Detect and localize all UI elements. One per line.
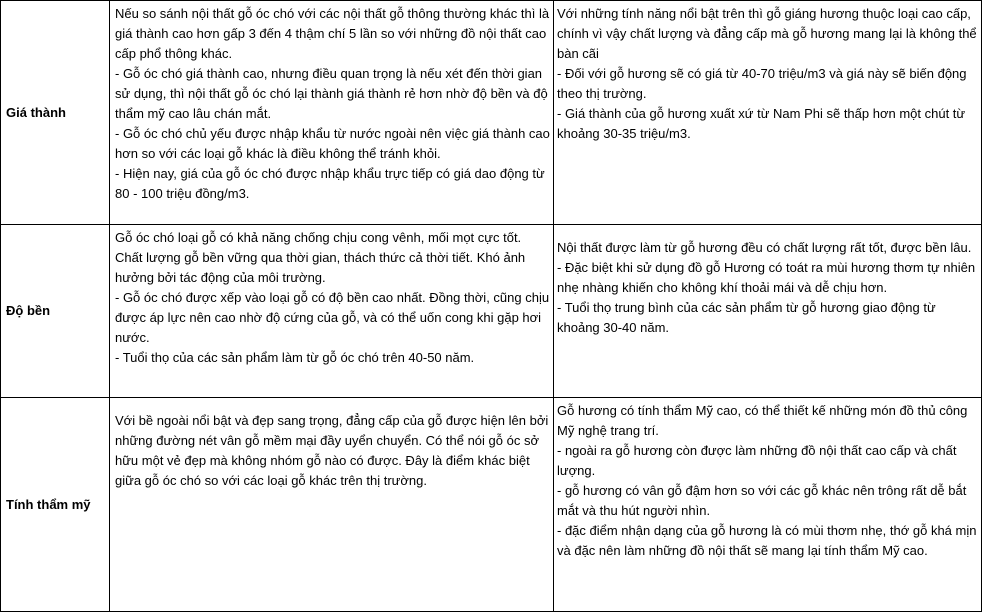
cell-text: Với những tính năng nổi bật trên thì gỗ giáng hương thuộc loại cao cấp, chính vì vậy chất lượng và đẳng cấp mà gỗ hương mang lại là không thể bàn cãi - Đối với gỗ hương sẽ có giá từ 40-70 triệu/m3 và giá này sẽ biến động theo thị trường. - Giá thành của gỗ hương xuất xứ từ Nam Phi sẽ thấp hơn một chút từ khoảng 30-35 triệu/m3. — [557, 6, 977, 141]
cell-oc-cho-do-ben — [110, 225, 554, 398]
cell-text: Gỗ óc chó loại gỗ có khả năng chống chịu cong vênh, mối mọt cực tốt. Chất lượng gỗ bền vững qua thời gian, thách thức cả thời tiết. Khó ảnh hưởng bởi tác động của môi trường. - Gỗ óc chó được xếp vào loại gỗ có độ bền cao nhất. Đồng thời, cũng chịu được áp lực nên cao nhờ độ cứng của gỗ, và có thể uốn cong khi gặp hơi nước. - Tuổi thọ của các sản phẩm làm từ gỗ óc chó trên 40-50 năm. — [115, 230, 550, 365]
cell-text: Nội thất được làm từ gỗ hương đều có chất lượng rất tốt, được bền lâu. - Đặc biệt khi sử dụng đồ gỗ Hương có toát ra mùi hương thơm tự nhiên nhẹ nhàng khiến cho không khí thoải mái và dễ chịu hơn. - Tuổi thọ trung bình của các sản phẩm từ gỗ hương giao động từ khoảng 30-40 năm. — [557, 240, 976, 335]
cell-huong-gia-thanh — [554, 1, 982, 225]
table-row — [1, 398, 982, 612]
cell-oc-cho-gia-thanh — [110, 1, 554, 225]
table-row — [1, 225, 982, 398]
cell-huong-do-ben — [554, 225, 982, 398]
row-label-gia-thanh: Giá thành — [1, 1, 110, 225]
table-row — [1, 1, 982, 225]
cell-oc-cho-tinh-tham-my — [110, 398, 554, 612]
cell-text: Với bề ngoài nổi bật và đẹp sang trọng, đẳng cấp của gỗ được hiện lên bởi những đường nét vân gỗ mềm mại đầy uyển chuyển. Có thể nói gỗ óc sở hữu một vẻ đẹp mà không nhóm gỗ nào có được. Đây là điểm khác biệt giữa gỗ óc chó so với các loại gỗ khác trên thị trường. — [115, 413, 549, 488]
row-label-do-ben: Độ bền — [1, 225, 110, 398]
cell-huong-tinh-tham-my — [554, 398, 982, 612]
cell-text: Gỗ hương có tính thẩm Mỹ cao, có thể thiết kế những món đồ thủ công Mỹ nghệ trang trí. - ngoài ra gỗ hương còn được làm những đồ nội thất cao cấp và chất lượng. - gỗ hương có vân gỗ đậm hơn so với các gỗ khác nên trông rất dễ bắt mắt và thu hút người nhìn. - đặc điểm nhận dạng của gỗ hương là có mùi thơm nhẹ, thớ gỗ khá mịn và đặc nên làm những đồ nội thất sẽ mang lại tính thẩm Mỹ cao. — [557, 403, 977, 558]
cell-text: Nếu so sánh nội thất gỗ óc chó với các nội thất gỗ thông thường khác thì là giá thành cao hơn gấp 3 đến 4 thậm chí 5 lần so với những đồ nội thất cao cấp phổ thông khác. - Gỗ óc chó giá thành cao, nhưng điều quan trọng là nếu xét đến thời gian sử dụng, thì nội thất gỗ óc chó lại thành giá thành rẻ hơn nhờ độ bền và độ thẩm mỹ cao lâu chán mắt. - Gỗ óc chó chủ yếu được nhập khẩu từ nước ngoài nên việc giá thành cao hơn so với các loại gỗ khác là điều không thể tránh khỏi. - Hiện nay, giá của gỗ óc chó được nhập khẩu trực tiếp có giá dao động từ 80 - 100 triệu đồng/m3. — [115, 6, 550, 201]
row-label-tinh-tham-my: Tính thẩm mỹ — [1, 398, 110, 612]
